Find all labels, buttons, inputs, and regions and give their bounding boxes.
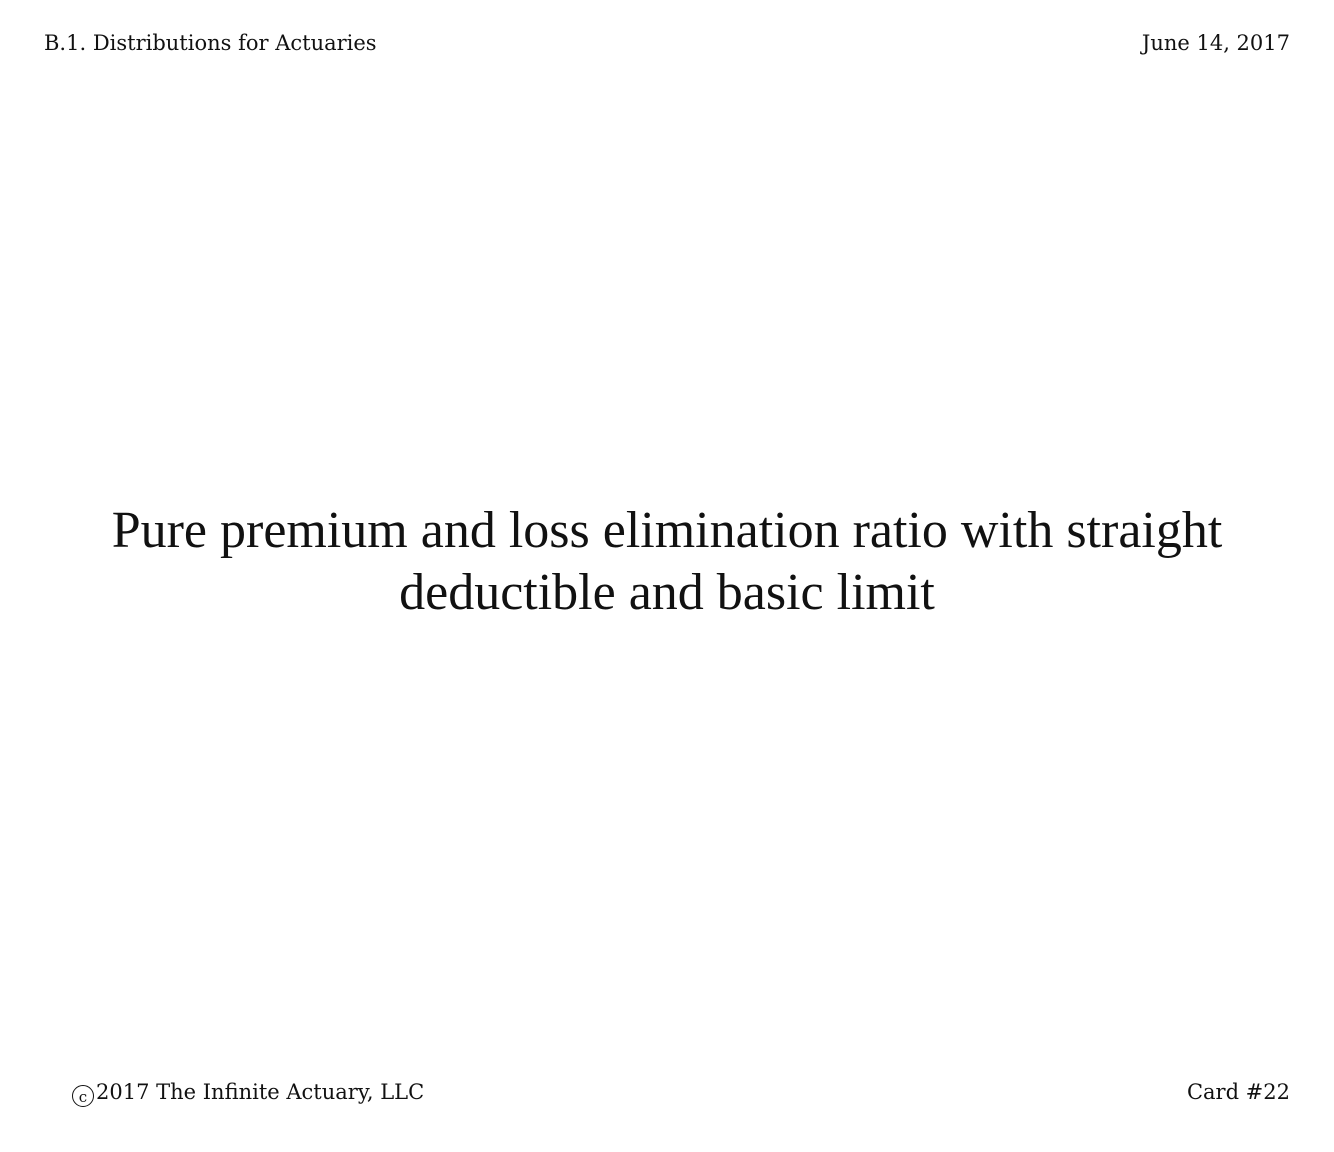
card-title-line-1: Pure premium and loss elimination ratio with straight [111,502,1223,559]
card-title [30,500,1304,624]
copyright-notice [72,1078,424,1107]
header-date: June 14, 2017 [1141,31,1290,55]
section-header: B.1. Distributions for Actuaries [44,31,377,55]
card-title-line-2: deductible and basic limit [399,564,935,621]
card-number: Card #22 [1186,1080,1290,1104]
copyright-text: 2017 The Infinite Actuary, LLC [96,1080,425,1104]
copyright-icon: c [72,1085,94,1107]
